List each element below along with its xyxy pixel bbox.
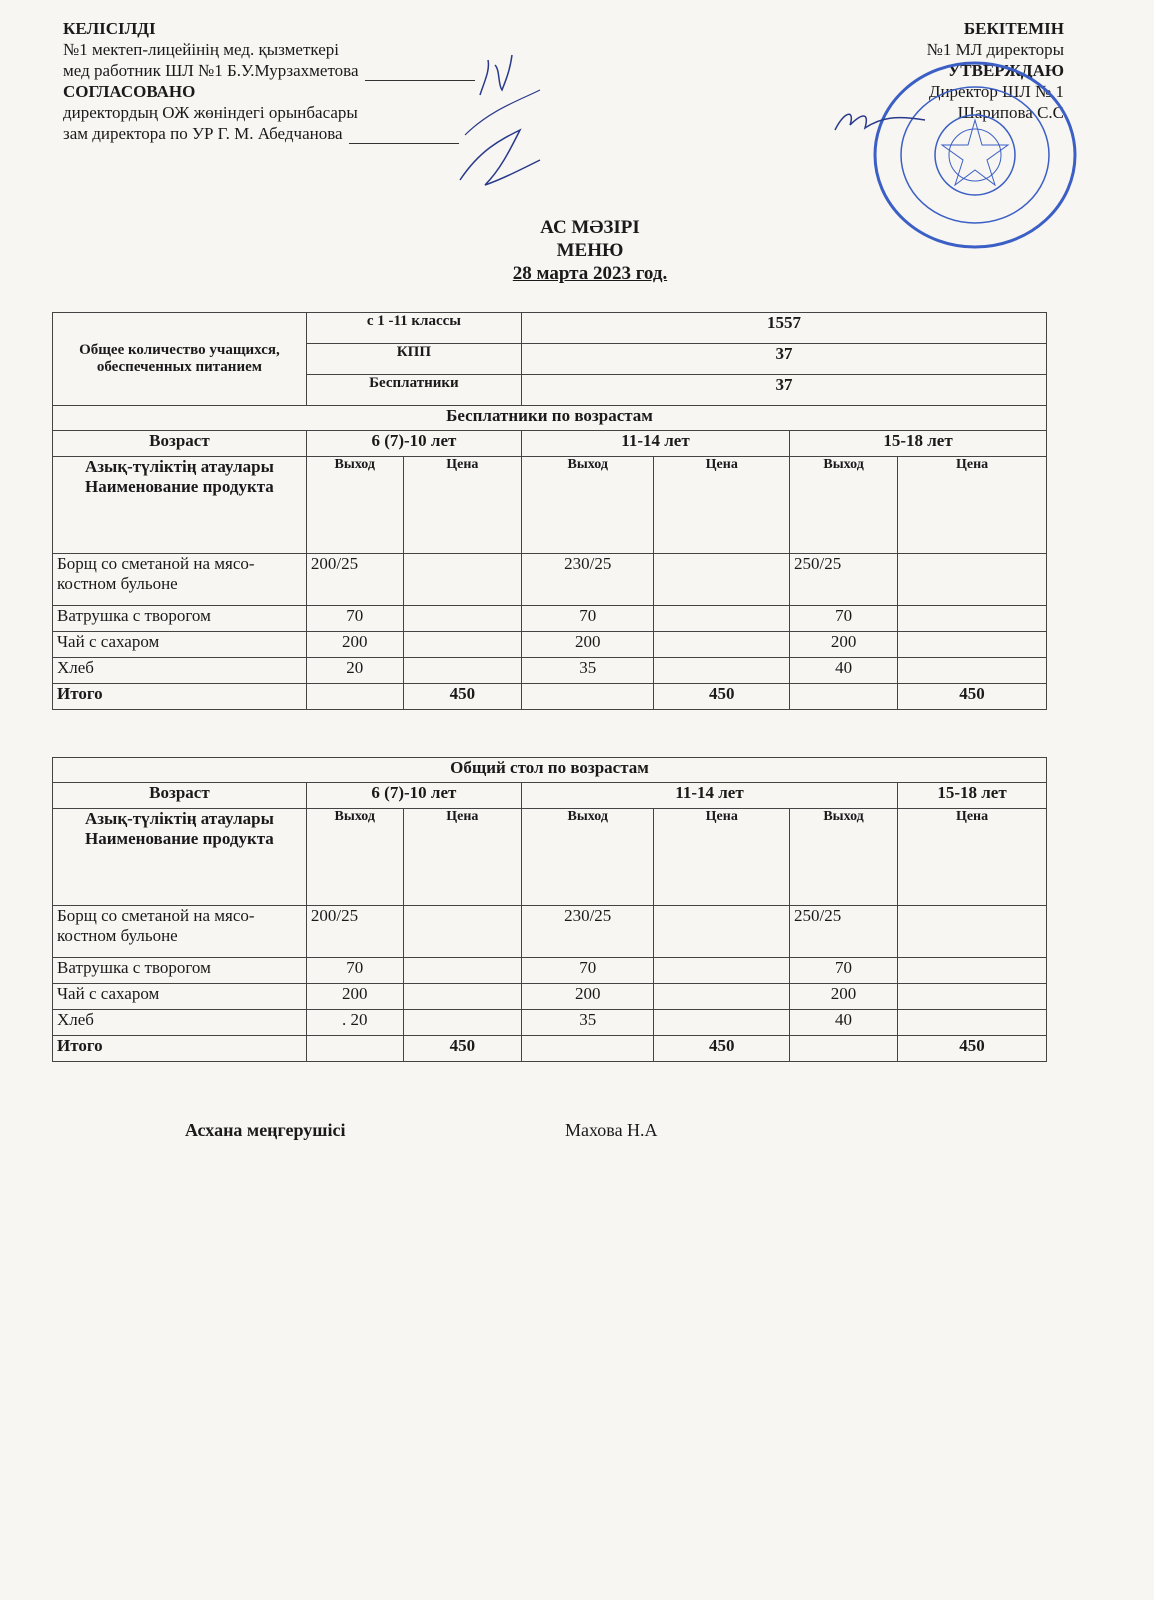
- footer-role: Асхана меңгерушісі: [185, 1120, 346, 1140]
- out-value: 200: [521, 984, 654, 1010]
- col-price: Цена: [898, 809, 1047, 906]
- product-name: Чай с сахаром: [53, 632, 307, 658]
- director-kz: №1 МЛ директоры: [926, 40, 1064, 59]
- out-value: 70: [790, 606, 898, 632]
- out-value: 40: [790, 1010, 898, 1036]
- out-value: 200: [306, 984, 403, 1010]
- total-value: 450: [403, 1036, 521, 1062]
- approve-ru: УТВЕРЖДАЮ: [947, 61, 1064, 80]
- table-row: [53, 984, 1047, 1010]
- section-title: Общий стол по возрастам: [53, 758, 1047, 783]
- med-worker-ru: мед работник ШЛ №1 Б.У.Мурзахметова: [63, 60, 475, 81]
- product-name: Чай с сахаром: [53, 984, 307, 1010]
- out-value: 35: [521, 1010, 654, 1036]
- total-label: Итого: [53, 684, 307, 710]
- age-group: 6 (7)-10 лет: [306, 783, 521, 809]
- out-value: 200: [306, 632, 403, 658]
- out-value: 200/25: [306, 906, 403, 958]
- product-name: Хлеб: [53, 658, 307, 684]
- col-out: Выход: [306, 809, 403, 906]
- director-ru: Директор ШЛ № 1: [928, 82, 1064, 101]
- col-out: Выход: [306, 457, 403, 554]
- col-out: Выход: [521, 457, 654, 554]
- summary-row-value: 1557: [521, 313, 1046, 344]
- section-title: Бесплатники по возрастам: [53, 406, 1047, 431]
- signature-director: [825, 100, 935, 140]
- summary-row-value: 37: [521, 375, 1046, 406]
- students-total-label: Общее количество учащихся, обеспеченных питанием: [53, 313, 307, 406]
- out-value: . 20: [306, 1010, 403, 1036]
- med-worker-kz: №1 мектеп-лицейінің мед. қызметкері: [63, 40, 339, 59]
- out-value: 20: [306, 658, 403, 684]
- total-value: 450: [898, 684, 1047, 710]
- total-row: [53, 684, 1047, 710]
- col-out: Выход: [790, 809, 898, 906]
- total-row: [53, 1036, 1047, 1062]
- age-group: 15-18 лет: [898, 783, 1047, 809]
- approval-block-right: [927, 18, 1064, 123]
- table-row: [53, 632, 1047, 658]
- out-value: 70: [790, 958, 898, 984]
- out-value: 250/25: [790, 554, 898, 606]
- col-price: Цена: [403, 457, 521, 554]
- out-value: 70: [306, 606, 403, 632]
- out-value: 70: [521, 606, 654, 632]
- out-value: 70: [306, 958, 403, 984]
- age-group: 15-18 лет: [790, 431, 1047, 457]
- product-header: Азық-түліктің атаулары Наименование продукта: [53, 457, 307, 554]
- out-value: 70: [521, 958, 654, 984]
- total-value: 450: [403, 684, 521, 710]
- col-price: Цена: [654, 457, 790, 554]
- age-label: Возраст: [53, 783, 307, 809]
- col-price: Цена: [654, 809, 790, 906]
- age-group: 11-14 лет: [521, 783, 897, 809]
- total-value: 450: [654, 684, 790, 710]
- out-value: 230/25: [521, 906, 654, 958]
- product-name: Борщ со сметаной на мясо-костном бульоне: [53, 906, 307, 958]
- product-name: Хлеб: [53, 1010, 307, 1036]
- col-price: Цена: [898, 457, 1047, 554]
- general-meals-table: [52, 757, 1047, 1062]
- summary-row-name: КПП: [306, 344, 521, 375]
- table-row: [53, 906, 1047, 958]
- total-label: Итого: [53, 1036, 307, 1062]
- out-value: 200: [790, 984, 898, 1010]
- title-kz: АС МӘЗІРІ: [540, 217, 640, 238]
- summary-row-value: 37: [521, 344, 1046, 375]
- out-value: 200: [790, 632, 898, 658]
- agreed-ru: СОГЛАСОВАНО: [63, 82, 196, 101]
- out-value: 250/25: [790, 906, 898, 958]
- col-price: Цена: [403, 809, 521, 906]
- table-row: [53, 658, 1047, 684]
- product-name: Борщ со сметаной на мясо-костном бульоне: [53, 554, 307, 606]
- out-value: 40: [790, 658, 898, 684]
- total-value: 450: [654, 1036, 790, 1062]
- product-name: Ватрушка с творогом: [53, 606, 307, 632]
- agreed-kz: КЕЛІСІЛДІ: [63, 19, 156, 38]
- out-value: 200/25: [306, 554, 403, 606]
- title-ru: МЕНЮ: [556, 240, 624, 261]
- deputy-ru: зам директора по УР Г. М. Абедчанова: [63, 123, 475, 144]
- summary-row-name: Бесплатники: [306, 375, 521, 406]
- menu-date: 28 марта 2023 год.: [512, 263, 668, 284]
- menu-title: [0, 216, 1154, 285]
- out-value: 230/25: [521, 554, 654, 606]
- summary-row-name: с 1 -11 классы: [306, 313, 521, 344]
- free-meals-table: [52, 312, 1047, 710]
- col-out: Выход: [521, 809, 654, 906]
- table-row: [53, 606, 1047, 632]
- table-row: [53, 1010, 1047, 1036]
- out-value: 200: [521, 632, 654, 658]
- age-group: 11-14 лет: [521, 431, 789, 457]
- table-row: [53, 554, 1047, 606]
- out-value: 35: [521, 658, 654, 684]
- product-header: Азық-түліктің атаулары Наименование продукта: [53, 809, 307, 906]
- age-group: 6 (7)-10 лет: [306, 431, 521, 457]
- deputy-kz: директордың ОЖ жөніндегі орынбасары: [63, 103, 358, 122]
- total-value: 450: [898, 1036, 1047, 1062]
- approve-kz: БЕКІТЕМІН: [963, 19, 1064, 38]
- age-label: Возраст: [53, 431, 307, 457]
- table-row: [53, 958, 1047, 984]
- footer-name: Махова Н.А: [565, 1120, 658, 1140]
- col-out: Выход: [790, 457, 898, 554]
- product-name: Ватрушка с творогом: [53, 958, 307, 984]
- director-name: Шарипова С.С: [957, 103, 1064, 122]
- approval-block-left: [63, 18, 475, 144]
